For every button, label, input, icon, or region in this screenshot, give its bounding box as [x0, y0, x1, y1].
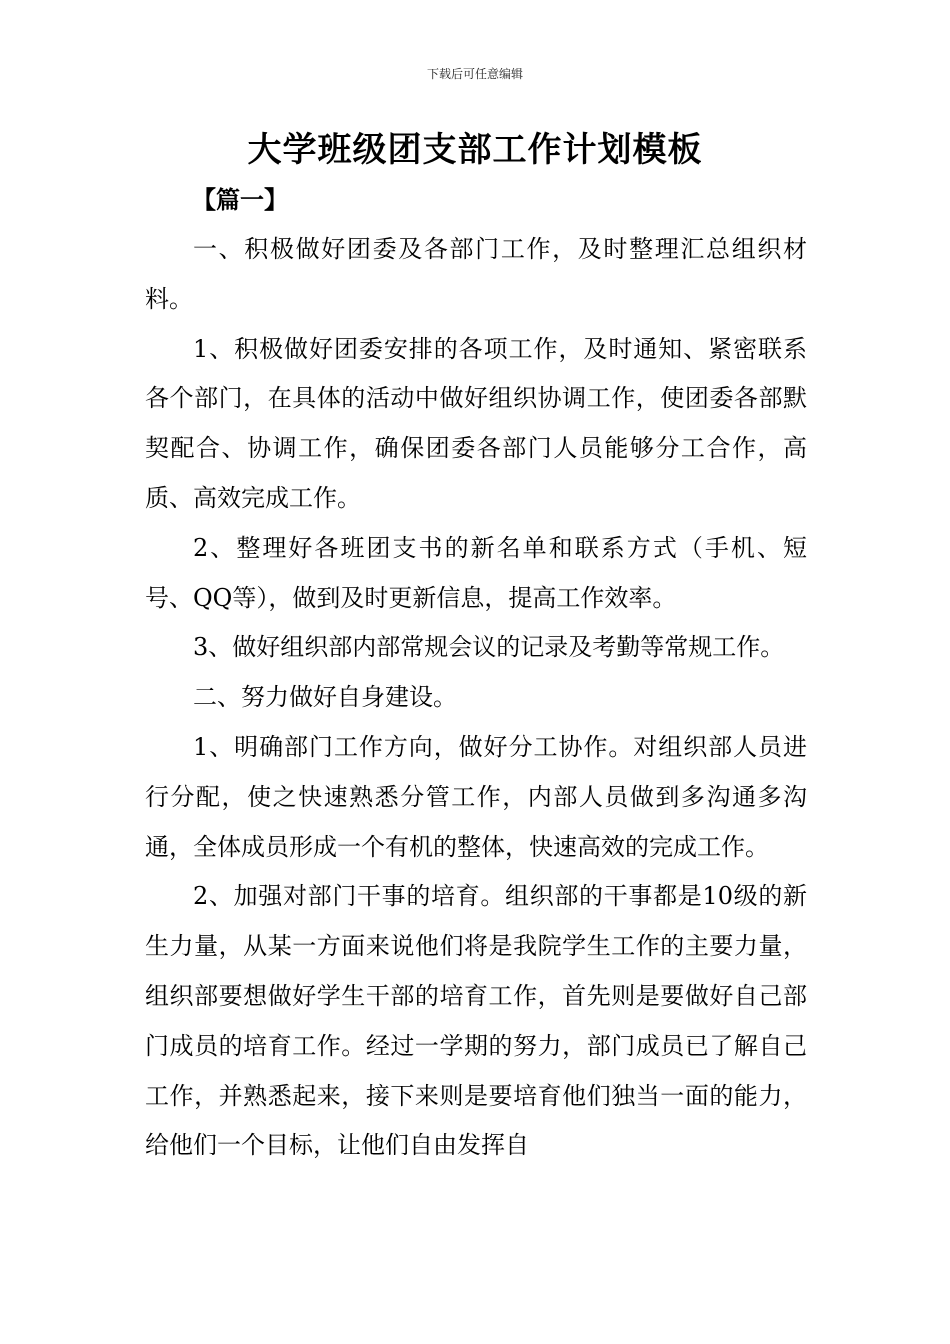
document-title: 大学班级团支部工作计划模板	[247, 130, 703, 170]
paragraph-7: 2、加强对部门干事的培育。组织部的干事都是10级的新生力量，从某一方面来说他们将是我院学生工作的主要力量，组织部要想做好学生干部的培育工作，首先则是要做好自己部门成员的培育工作。经过一学期的努力，部门成员已了解自己工作，并熟悉起来，接下来则是要培育他们独当一面的能力，给他们一个目标，让他们自由发挥自	[145, 882, 807, 1160]
paragraph-4: 3、做好组织部内部常规会议的记录及考勤等常规工作。	[193, 633, 785, 662]
paragraph-3: 2、整理好各班团支书的新名单和联系方式（手机、短号、QQ等），做到及时更新信息，提高工作效率。	[145, 533, 807, 612]
header-note: 下载后可任意编辑	[426, 67, 523, 81]
paragraph-5: 二、努力做好自身建设。	[193, 683, 457, 712]
document-body	[145, 225, 807, 1171]
paragraph-1: 一、积极做好团委及各部门工作，及时整理汇总组织材料。	[145, 235, 807, 313]
paragraph-2: 1、积极做好团委安排的各项工作，及时通知、紧密联系各个部门，在具体的活动中做好组织协调工作，使团委各部默契配合、协调工作，确保团委各部门人员能够分工合作，高质、高效完成工作。	[145, 334, 807, 512]
paragraph-6: 1、明确部门工作方向，做好分工协作。对组织部人员进行分配，使之快速熟悉分管工作，内部人员做到多沟通多沟通，全体成员形成一个有机的整体，快速高效的完成工作。	[145, 732, 807, 861]
section-label: 【篇一】	[192, 186, 288, 214]
